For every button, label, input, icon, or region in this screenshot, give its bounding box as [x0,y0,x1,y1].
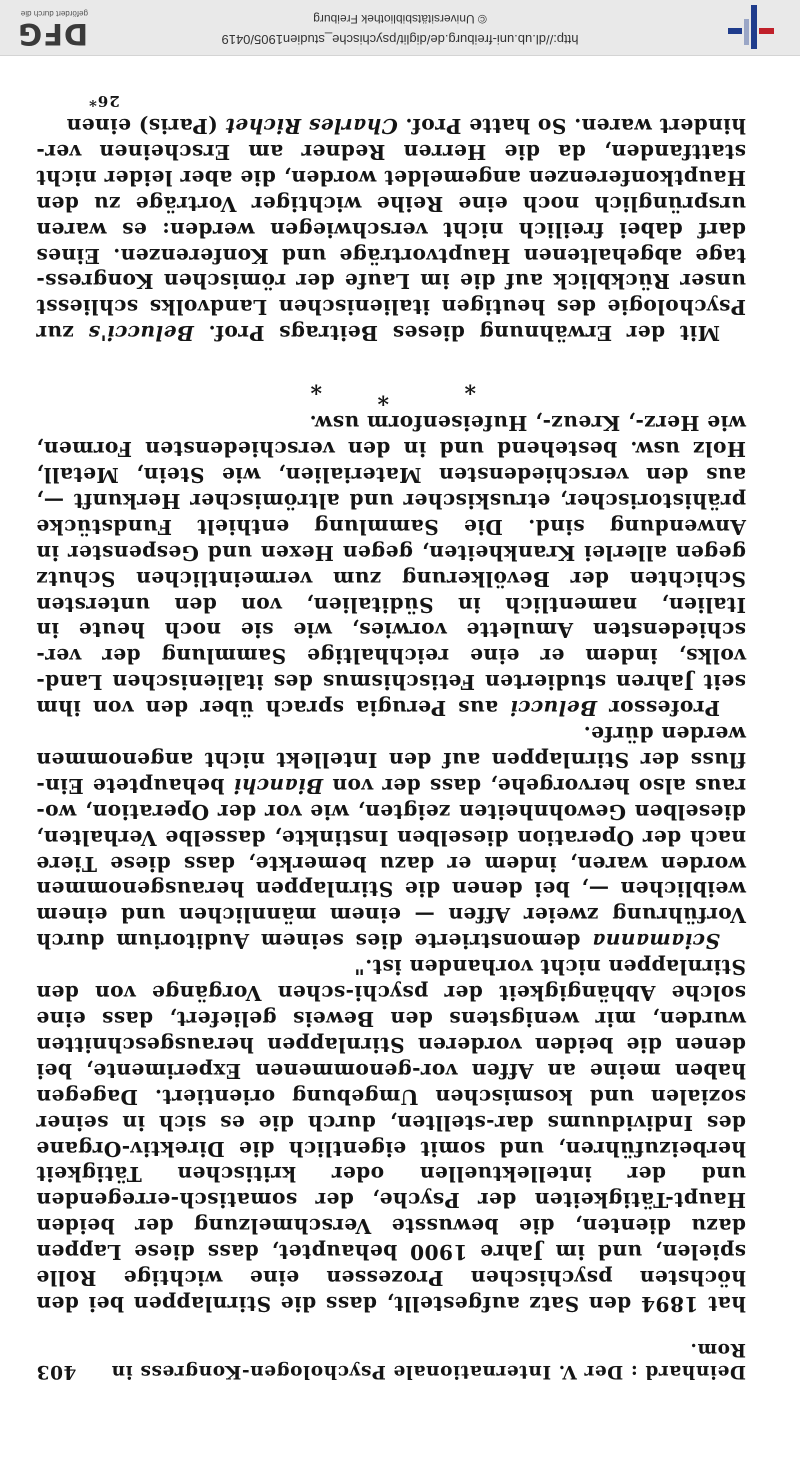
dfg-logo [8,5,88,49]
running-head [36,1338,746,1382]
name-beluccis: Belucci's [88,321,194,346]
body-text [36,112,746,1316]
paragraph-2-text: demonstrierte dies seinem Auditorium durch Vorführung zweier Affen — einem männlichen und einem weiblichen —, bei denen die Stirnlappen herausgenommen worden waren, indem er dazu bemerkte, dass diese Tiere nach der Operation dieselben Instinkte, dasselbe Verhalten, dieselben Gewohnheiten zeigten, wie vor der Operation, wo-raus also hervorgehe, dass der von [36,773,746,954]
asterisk-left: * [464,372,476,399]
paragraph-3 [36,409,746,720]
paragraph-2-end: behauptete Ein-fluss der Stirnlappen auf den Intellekt nicht angenommen werden dürfe. [36,722,746,798]
viewer-footer [0,0,800,56]
name-sciamanna: Sciamanna [591,929,720,954]
dfg-tagline: gefördert durch die [20,9,88,18]
asterisk-middle: * [377,383,389,410]
document-url[interactable]: http://dl.ub.uni-freiburg.de/diglit/psychische_studien1905/0419 [221,32,579,47]
paragraph-4-end: (Paris) einen [66,114,226,139]
name-belucci: Belucci [509,696,598,721]
name-charles-richet: Charles Richet [225,114,398,139]
paragraph-4-start: Mit der Erwähnung dieses Beitrags Prof. [193,321,720,346]
paragraph-1 [36,953,746,1316]
running-head-title: Deinhard : Der V. Internationale Psychologen-Kongress in Rom. [111,1339,746,1382]
paragraph-4 [36,112,746,345]
paragraph-4-text: zur Psychologie des heutigen italienischen Landvolks schliesst unser Rückblick auf die im Laufe der römischen Kongress-tage abgehaltenen Hauptvorträge und Konferenzen. Eines darf dabei freilich nicht verschwiegen werden: es waren ursprünglich noch eine Reihe wichtiger Vorträge zu den Hauptkonferenzen angemeldet worden, die aber leider nicht stattfanden, da die Herren Redner am Erscheinen ver-hindert waren. So hatte Prof. [35,114,746,346]
name-bianchi: Bianchi [233,773,324,798]
book-page [36,92,746,1382]
copyright-notice: © Universitätsbibliothek Freiburg [313,12,487,26]
page-number: 403 [36,1361,77,1382]
paragraph-2 [36,720,746,953]
asterisk-right: * [310,372,322,399]
signature-mark: 26* [88,92,120,111]
paragraph-3-start: Professor [597,696,720,721]
dfg-wordmark: DFG [17,17,88,51]
paragraph-1-text: hat 1894 den Satz aufgestellt, dass die Stirnlappen bei den höchsten psychischen Prozessen eine wichtige Rolle spielen, und im Jahre 1900 behauptet, dass diese Lappen dazu dienten, die bewusste Verschmelzung der beiden Haupt-Tätigkeiten der Psyche, der somatisch-erregenden und der intellektuellen oder kritischen Tätigkeit herbeizuführen, und somit eigentlich die Direktiv-Organe des Individuums dar-stellten, durch die es sich in seiner sozialen und kosmischen Umgebung orientiert. Dagegen haben meine an Affen vor-genommenen Experimente, bei denen die beiden vorderen Stirnlappen herausgeschnitten wurden, mir wenigstens den Beweis geliefert, dass eine solche Abhängigkeit der psychi-schen Vorgänge von den Stirnlappen nicht vorhanden ist." [36,955,746,1316]
paragraph-3-text: aus Perugia sprach über den von ihm seit Jahren studierten Fetischismus des italienischen Land-volks, indem er eine reichhaltige Sammlung der ver-schiedensten Amulette vorwies, wie sie noch heute in Italien, namentlich in Süditalien, von den untersten Schichten der Bevölkerung zum vermeintlichen Schutz gegen allerlei Krankheiten, gegen Hexen und Gespenster in Anwendung sind. Die Sammlung enthielt Fundstücke prähistorischer, etruskischer und altrömischer Herkunft —, aus den verschiedensten Materialien, wie Stein, Metall, Holz usw. bestehend und in den verschiedensten Formen, wie Herz-, Kreuz-, Hufeisenform usw. [36,411,746,721]
section-divider [36,345,746,409]
